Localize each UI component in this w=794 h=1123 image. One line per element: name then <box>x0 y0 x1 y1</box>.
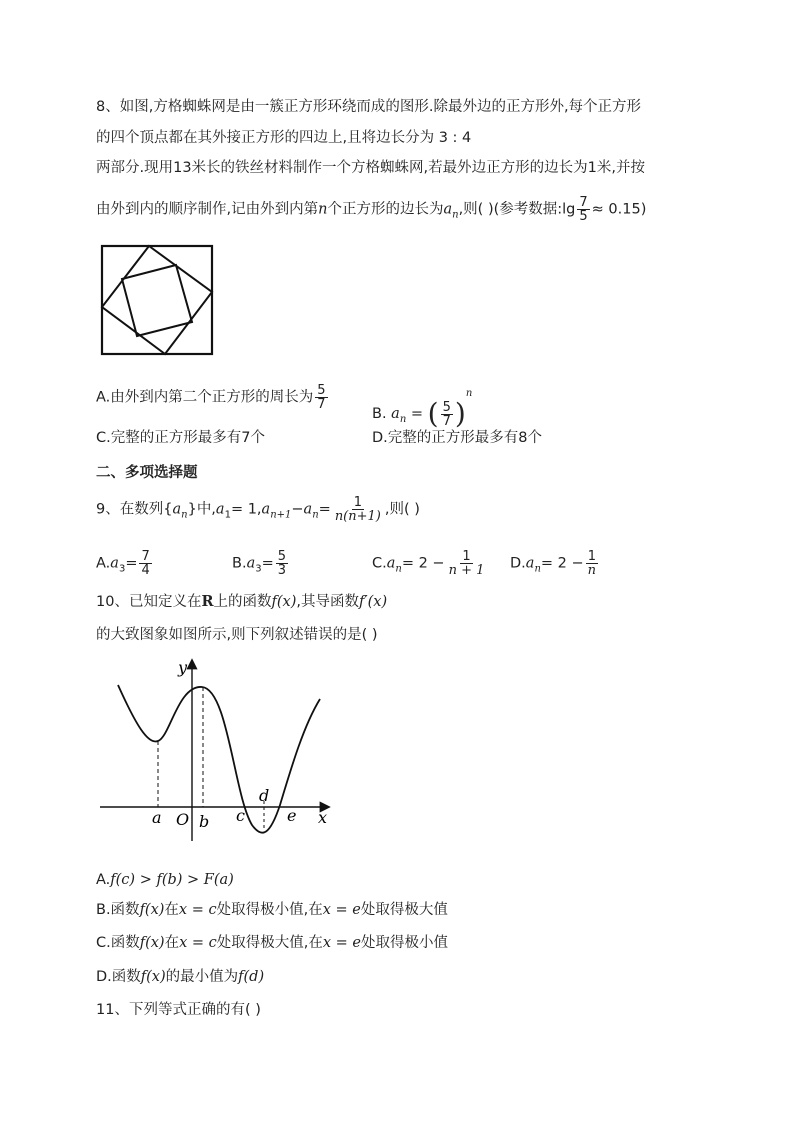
ratio-fraction: $\frac{5}{7}$ <box>442 399 451 429</box>
derivative-graph <box>96 655 336 845</box>
perimeter-fraction: $\frac{5}{7}$ <box>317 383 326 412</box>
c-label: c <box>236 806 245 825</box>
q10-option-c: C.函数f(x)在x = c处取得极大值,在x = e处取得极小值 <box>96 935 449 951</box>
square-spiderweb-figure <box>100 244 216 356</box>
q10-option-a: A.f(c) > f(b) > F(a) <box>96 872 234 888</box>
outer-square <box>102 246 212 354</box>
x-axis-label: x <box>318 808 328 827</box>
q10-option-d: D.函数f(x)的最小值为f(d) <box>96 969 265 985</box>
q8-line1: 8、如图,方格蜘蛛网是由一簇正方形环绕而成的图形.除最外边的正方形外,每个正方形 <box>96 99 642 115</box>
a-label: a <box>152 808 162 827</box>
q9-option-a: $A.a_3=$ $\frac{7}{4}$ <box>96 549 150 578</box>
q8-option-c: C.完整的正方形最多有7个 <box>96 430 265 446</box>
recurrence-fraction: $\frac{1}{n(n+1)}$ <box>334 495 381 524</box>
section-heading: 二、多项选择题 <box>96 465 198 481</box>
q8-option-d: D.完整的正方形最多有8个 <box>372 430 542 446</box>
q10-line1: 10、已知定义在R上的函数f(x),其导函数f′(x) <box>96 593 388 610</box>
e-label: e <box>287 806 297 825</box>
q8-line2: 的四个顶点都在其外接正方形的四边上,且将边长分为 3 : 4 <box>96 130 472 146</box>
third-square <box>122 265 192 336</box>
q9-option-c: $C.a_n= 2$ − $\frac{1}{n + 1}$ <box>372 549 485 578</box>
q9-option-d: $D.a_n= 2$ − $\frac{1}{n}$ <box>510 549 597 578</box>
d-label: d <box>259 786 270 805</box>
lg-fraction: $\frac{7}{5}$ <box>579 195 588 224</box>
y-axis-label: y <box>178 658 188 677</box>
q9-stem: 9、在数列$\{a_n\}$中$,a_1= 1,a_{n+1}-a_n=$ $\frac{1}{n(n+1)}$ ,则( ) <box>96 495 420 524</box>
q8-option-a: A.由外到内第二个正方形的周长为 $\frac{5}{7}$ <box>96 383 326 412</box>
b-label: b <box>199 812 210 831</box>
q10-line2: 的大致图象如图所示,则下列叙述错误的是( ) <box>96 627 378 643</box>
q8-line4: 由外到内的顺序制作,记由外到内第n个正方形的边长为$a_n$,则( )(参考数据:lg $\frac{7}{5}$ ≈ 0.15) <box>96 195 647 224</box>
q9-option-b: $B.a_3=$ $\frac{5}{3}$ <box>232 549 287 578</box>
origin-label: O <box>176 810 190 829</box>
q10-option-b: B.函数f(x)在x = c处取得极小值,在x = e处取得极大值 <box>96 902 448 918</box>
q8-option-b: B. $a_n$ = ( $\frac{5}{7}$ )$^n$ <box>372 388 473 430</box>
second-square <box>102 246 212 354</box>
q8-line3: 两部分.现用13米长的铁丝材料制作一个方格蜘蛛网,若最外边正方形的边长为1米,并按 <box>96 160 646 176</box>
q11-stem: 11、下列等式正确的有( ) <box>96 1002 261 1018</box>
